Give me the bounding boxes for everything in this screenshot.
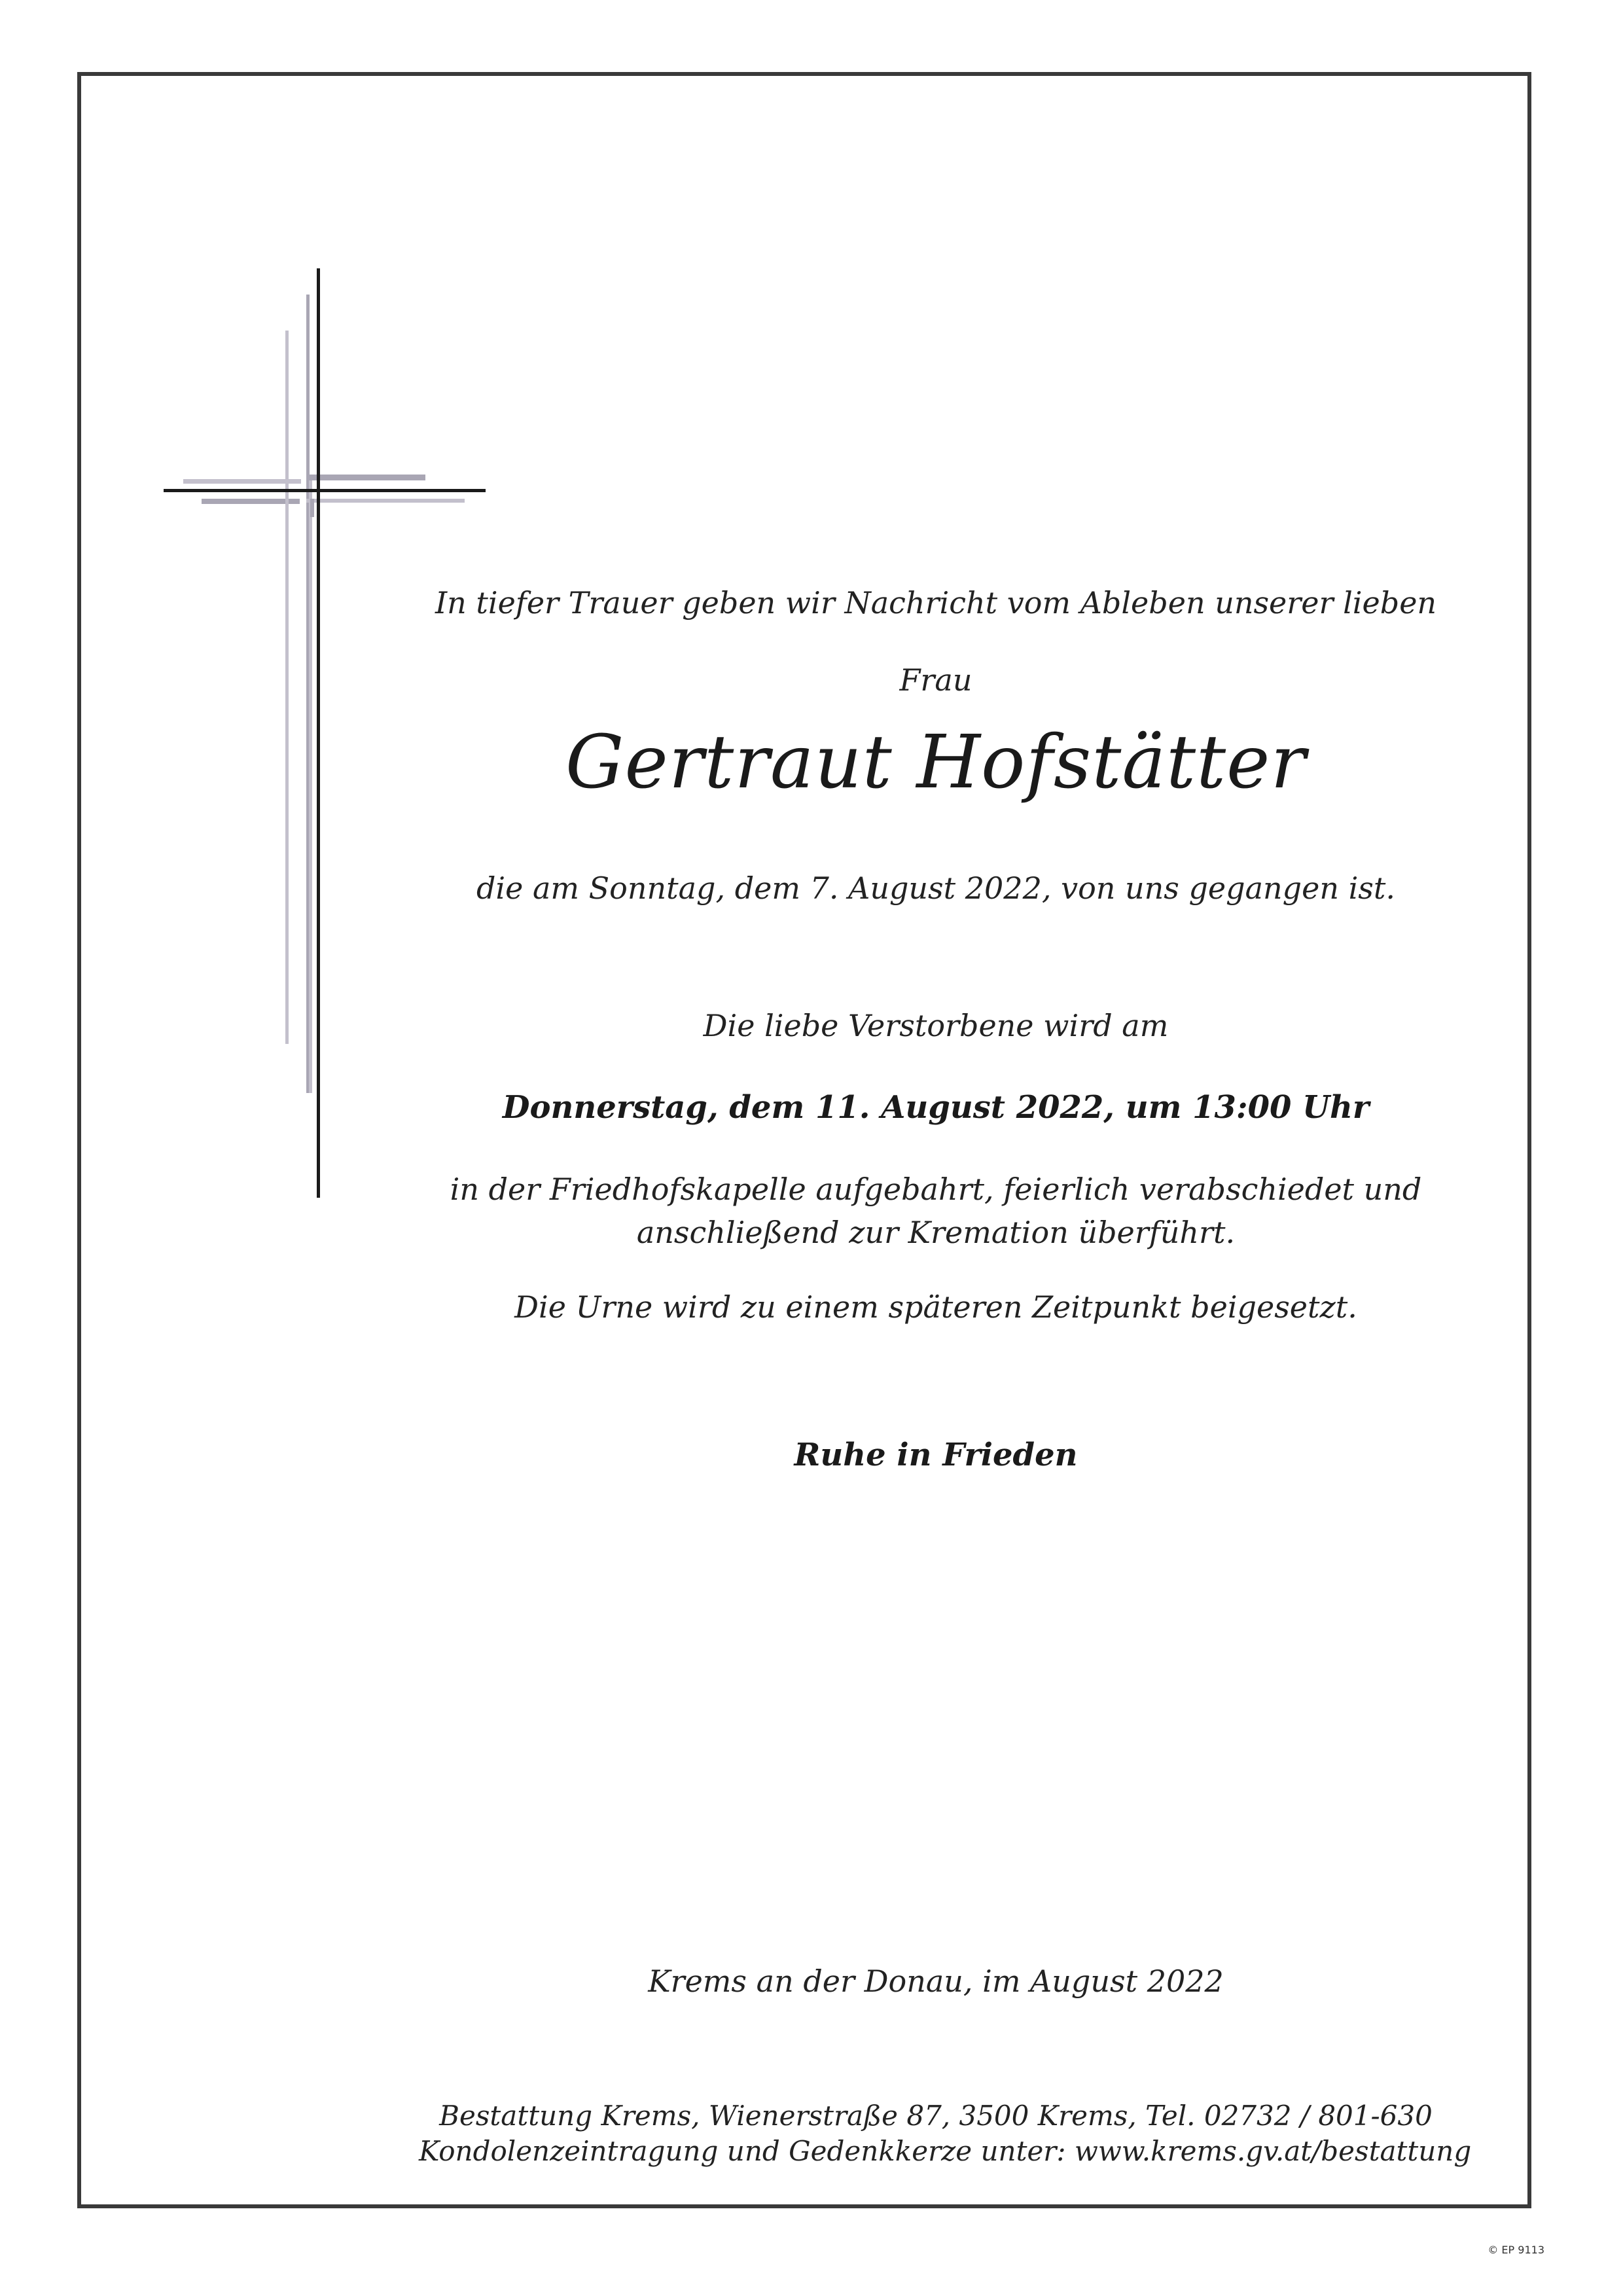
death-date-text: die am Sonntag, dem 7. August 2022, von uns gegangen ist.	[476, 870, 1395, 906]
place-and-date: Krems an der Donau, im August 2022	[648, 1964, 1224, 1999]
copyright-mark: © EP 9113	[1488, 2244, 1544, 2256]
undertaker-contact: Bestattung Krems, Wienerstraße 87, 3500 Krems, Tel. 02732 / 801-630	[439, 2100, 1433, 2132]
funeral-details-line-1: in der Friedhofskapelle aufgebahrt, feierlich verabschiedet und	[450, 1172, 1422, 1207]
farewell-text: Ruhe in Frieden	[794, 1437, 1078, 1473]
funeral-intro: Die liebe Verstorbene wird am	[703, 1008, 1169, 1043]
intro-text: In tiefer Trauer geben wir Nachricht vom Ableben unserer lieben	[435, 585, 1437, 620]
funeral-date: Donnerstag, dem 11. August 2022, um 13:00 Uhr	[502, 1089, 1370, 1126]
condolence-info: Kondolenzeintragung und Gedenkkerze unter: www.krems.gv.at/bestattung	[419, 2135, 1472, 2167]
urn-text: Die Urne wird zu einem späteren Zeitpunkt beigesetzt.	[514, 1289, 1357, 1325]
deceased-name: Gertraut Hofstätter	[565, 720, 1306, 805]
funeral-details-line-2: anschließend zur Kremation überführt.	[636, 1215, 1236, 1250]
salutation: Frau	[899, 662, 972, 698]
